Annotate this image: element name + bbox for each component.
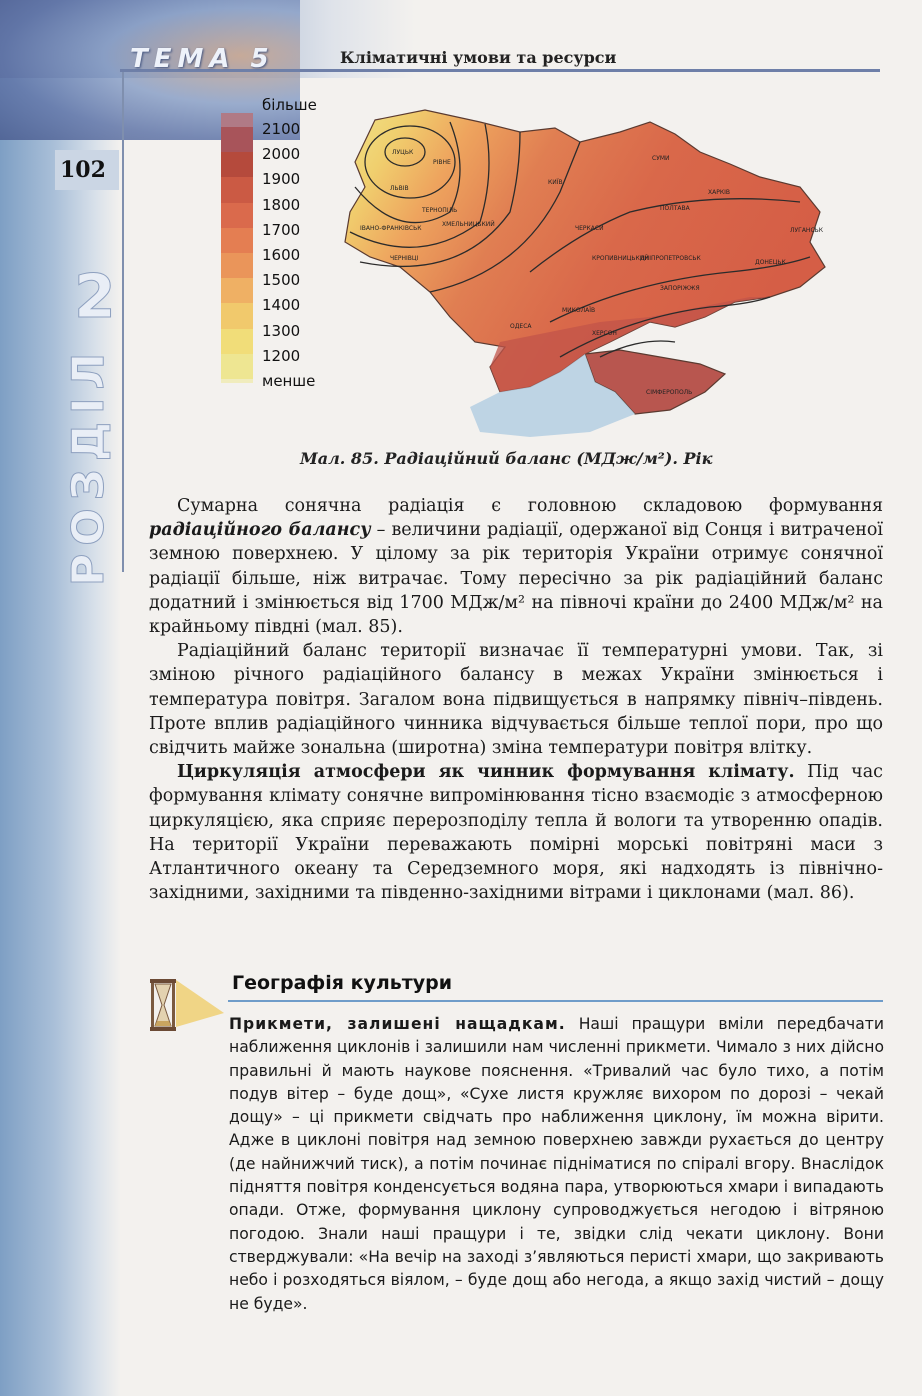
topic-label: ТЕМА 5: [130, 44, 275, 74]
city-label: ЧЕРНІВЦІ: [390, 255, 419, 262]
city-label: СІМФЕРОПОЛЬ: [646, 389, 693, 396]
radiation-balance-map: [330, 92, 850, 442]
city-label: КИЇВ: [548, 179, 563, 186]
city-label: РІВНЕ: [433, 159, 451, 166]
city-label: КРОПИВНИЦЬКИЙ: [592, 255, 649, 262]
term-radiation-balance: радіаційного балансу: [149, 520, 371, 541]
city-label: ДОНЕЦЬК: [755, 259, 786, 266]
legend-value-label: 1300: [262, 321, 301, 340]
text-run: – величини радіації, одержаної від Сонця і витраченої земною поверхнею. У цілому за рік територія України отримує сонячної радіації більше, ніж витрачає. Тому пересічно за рік радіаційний баланс додатний і змінюється від 1700 МДж/м² на півночі країни до 2400 МДж/м² на крайньому півдні (мал. 85).: [149, 520, 883, 638]
city-label: ЛЬВІВ: [390, 185, 409, 192]
city-label: ТЕРНОПІЛЬ: [422, 207, 458, 214]
city-label: ЗАПОРІЖЖЯ: [660, 285, 700, 292]
section-label: РОЗДІЛ: [62, 344, 114, 586]
section-number: 2: [74, 262, 116, 332]
left-decorative-strip: [0, 0, 120, 1396]
legend-swatch: [221, 203, 253, 229]
legend-swatch: [221, 152, 253, 178]
legend-bottom-label: менше: [262, 372, 316, 390]
legend-swatch: [221, 278, 253, 304]
section-label-box: [58, 344, 118, 586]
city-label: ОДЕСА: [510, 323, 532, 330]
figure-caption: Мал. 85. Радіаційний баланс (МДж/м²). Рік: [300, 449, 713, 468]
legend-value-label: 1900: [262, 170, 301, 189]
city-label: МИКОЛАЇВ: [562, 307, 596, 314]
culture-body: Наші пращури вміли передбачати наближення циклонів і залишили нам численні прикмети. Чимало з них дійсно правильні й мають наукове пояснення. «Тривалий час було тихо, а потім подув вітер – буде дощ», «Сухе листя кружляє вихором по дорозі – чекай дощу» – ці прикмети свідчать про наближення циклону, їм можна вірити. Адже в циклоні повітря над земною поверхнею завжди рухається до центру (де найнижчий тиск), а потім починає підніматися по спіралі вгору. Внаслідок підняття повітря конденсується водяна пара, утворюються хмари і випадають опади. Отже, формування циклону супроводжується негодою і вітряною погодою. Знали наші пращури і те, звідки слід чекати циклону. Вони стверджували: «На вечір на заході з’являються перисті хмари, що закривають небо і розходяться віялом, – буде дощ або негода, а якщо захід чистий – дощу не буде».: [229, 1015, 885, 1313]
legend-value-label: 1200: [262, 346, 301, 365]
legend-value-label: 2100: [262, 120, 301, 138]
city-label: ДНІПРОПЕТРОВСЬК: [640, 255, 701, 262]
city-label: ЛУГАНСЬК: [790, 227, 824, 234]
city-label: ХМЕЛЬНИЦЬКИЙ: [442, 221, 495, 228]
legend-swatch: [221, 253, 253, 279]
culture-lead: Прикмети, залишені нащадкам.: [229, 1015, 566, 1033]
paragraph-temperature: Радіаційний баланс території визначає її температурні умови. Так, зі зміною річного радіаційного балансу в межах України змінюється і температура повітря. Загалом вона підвищується в напрямку північ–південь. Проте вплив радіаційного чинника відчувається більше теплої пори, про що свідчить майже зональна (широтна) зміна температури повітря влітку.: [149, 641, 883, 759]
legend-swatch: [221, 177, 253, 203]
legend-swatch: [221, 127, 253, 153]
legend-value-label: 2000: [262, 145, 301, 164]
city-label: ХАРКІВ: [708, 189, 730, 196]
legend-swatch: [221, 354, 253, 380]
paragraph-circulation: [149, 760, 883, 905]
city-label: ХЕРСОН: [592, 330, 617, 337]
legend-swatch: [221, 329, 253, 355]
legend-value-label: 1800: [262, 195, 301, 214]
city-label: ЧЕРКАСИ: [575, 225, 604, 232]
city-label: ЛУЦЬК: [392, 149, 414, 156]
legend-swatch: [221, 228, 253, 254]
culture-box-title: Географія культури: [232, 972, 453, 994]
legend-value-label: 1600: [262, 246, 301, 264]
paragraph-radiation-balance: [149, 494, 883, 639]
culture-box-rule: [228, 1000, 883, 1002]
legend-value-label: 1500: [262, 271, 301, 290]
legend-value-label: 1400: [262, 296, 301, 315]
page-header-title: Кліматичні умови та ресурси: [340, 48, 617, 67]
main-text: [149, 494, 883, 905]
legend-swatch: [221, 303, 253, 329]
text-run: Під час формування клімату сонячне випромінювання тісно взаємодіє з атмосферною циркуляцією, яка сприяє перерозподілу тепла й вологи та утворенню опадів. На території України переважають помірні морські повітряні маси з Атлантичного океану та Середземного моря, які надходять із північно-західними, західними та південно-західними вітрами і циклонами (мал. 86).: [149, 762, 883, 904]
legend-swatch-top: [221, 113, 253, 127]
heading-circulation: Циркуляція атмосфери як чинник формування клімату.: [177, 762, 795, 783]
culture-box-text: [229, 1013, 884, 1316]
city-label: ІВАНО-ФРАНКІВСЬК: [360, 225, 422, 232]
legend-top-label: більше: [262, 96, 317, 114]
text-run: Сумарна сонячна радіація є головною складовою формування: [177, 496, 883, 516]
city-label: СУМИ: [652, 155, 670, 162]
city-label: ПОЛТАВА: [660, 205, 690, 212]
hourglass-icon: [146, 975, 226, 1035]
page-number: 102: [60, 157, 106, 183]
vertical-rule: [122, 72, 124, 572]
legend-value-label: 1700: [262, 220, 301, 239]
